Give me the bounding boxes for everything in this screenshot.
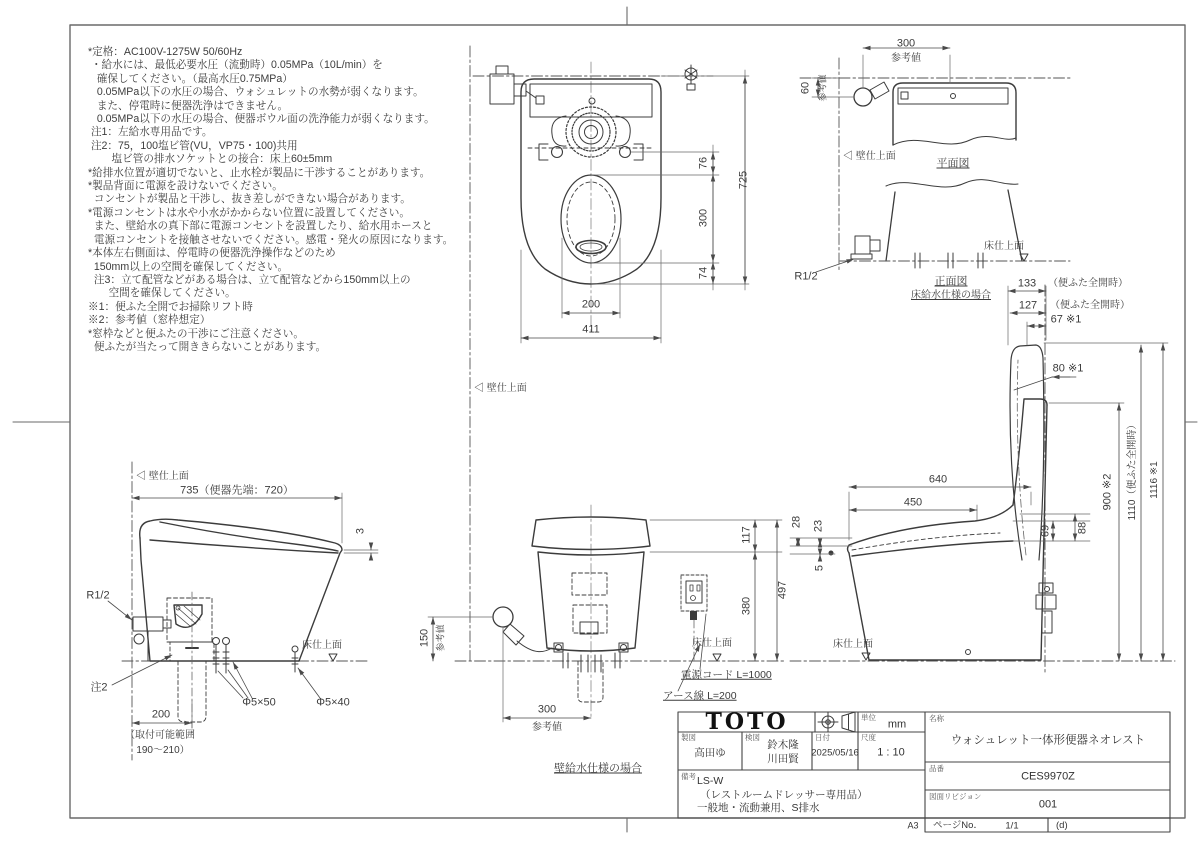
- checker-label: 検図: [745, 733, 760, 742]
- label-ref-value-1: 参考値: [891, 53, 921, 64]
- dim-3: 3: [354, 527, 367, 535]
- note-line: 空間を確保してください。: [88, 287, 236, 300]
- dim-300-front: 300: [537, 703, 557, 716]
- note-line: 電源コンセントを接触させないでください。感電・発火の原因になります。: [88, 233, 454, 246]
- note-line: 塩ビ管の排水ソケットとの接合：床上60±5mm: [88, 153, 333, 166]
- dim-133: 133: [1017, 277, 1037, 290]
- dim-60: 60: [799, 81, 812, 95]
- note-line: ※1：便ふた全開でお掃除リフト時: [88, 300, 253, 313]
- installation-notes: [88, 46, 453, 354]
- label-floor-surface-right: 床仕上面: [833, 639, 873, 650]
- dim-80: 80 ※1: [1052, 362, 1084, 375]
- label-wall-surface-plan: ◁ 壁仕上面: [474, 383, 527, 394]
- note-line: *定格：AC100V-1275W 50/60Hz: [88, 46, 243, 58]
- note-line: 注2：75，100塩ビ管(VU，VP75・100)共用: [88, 139, 298, 152]
- remarks-line-3: 一般地・流動兼用、S排水: [697, 802, 820, 814]
- toto-logo: TOTO: [705, 709, 789, 735]
- dim-67: 67 ※1: [1050, 313, 1082, 326]
- label-earth-wire: アース線 L=200: [663, 689, 737, 702]
- sheet-size-label: A3: [907, 820, 919, 831]
- note-line: 150mm以上の空間を確保してください。: [88, 260, 289, 273]
- dim-200-left: 200: [151, 708, 171, 721]
- label-power-cord: 電源コード L=1000: [681, 668, 772, 681]
- label-valve-r12-mini: R1/2: [794, 270, 818, 283]
- note-line: *電源コンセントは水や小水がかからない位置に設置してください。: [88, 206, 410, 219]
- note-line: *給排水位置が適切でないと、止水栓が製品に干渉することがあります。: [88, 166, 431, 179]
- left-side-view: [108, 462, 378, 760]
- label-note2-ref: 注2: [90, 681, 108, 694]
- product-name: ウォシュレット一体形便器ネオレスト: [950, 734, 1146, 747]
- label-install-range-2: 190～210）: [136, 745, 190, 756]
- right-side-view: [790, 285, 1175, 672]
- dim-380: 380: [740, 596, 753, 616]
- label-floor-surface-mini: 床仕上面: [984, 241, 1024, 252]
- label-screw-5x40: Φ5×40: [316, 696, 350, 709]
- dim-725: 725: [737, 170, 750, 190]
- projection-symbol-icon: [818, 712, 855, 732]
- remarks-label: 備考: [681, 772, 696, 781]
- note-line: *製品背面に電源を設けないでください。: [88, 180, 283, 193]
- scale-value: 1 : 10: [877, 746, 905, 759]
- dim-735: 735（便器先端：720）: [180, 484, 294, 497]
- part-number-value: CES9970Z: [1021, 770, 1075, 783]
- dim-127: 127: [1018, 299, 1038, 312]
- label-plan-view-title: 平面図: [936, 157, 970, 170]
- dim-300-ref: 300: [896, 37, 916, 50]
- dim-69: 69: [1039, 524, 1052, 538]
- label-floor-surface-front: 床仕上面: [692, 638, 732, 649]
- note-line: 0.05MPa以下の水圧の場合、ウォシュレットの水勢が弱くなります。: [88, 86, 424, 99]
- checker-name-2: 川田賢: [767, 752, 799, 765]
- scale-label: 尺度: [861, 733, 876, 742]
- label-wall-surface-left: ◁ 壁仕上面: [136, 471, 189, 482]
- note-line: ・給水には、最低必要水圧（流動時）0.05MPa（10L/min）を: [88, 59, 383, 72]
- label-ref-value-3: 参考値: [435, 624, 446, 652]
- mini-plan-view: [800, 48, 1070, 270]
- note-line: 便ふたが当たって開ききらないことがあります。: [88, 340, 327, 353]
- dim-1116: 1116 ※1: [1149, 461, 1160, 499]
- dim-117: 117: [740, 526, 753, 544]
- dim-76: 76: [697, 156, 710, 170]
- label-lid-open-2: （便ふた全開時）: [1050, 300, 1130, 311]
- revision-value: 001: [1038, 798, 1058, 811]
- page-label: ページNo．: [933, 820, 983, 831]
- dim-200-plan: 200: [581, 298, 601, 311]
- dim-23: 23: [812, 519, 825, 533]
- label-floor-surface-left: 床仕上面: [302, 640, 342, 651]
- note-line: 確保してください。（最高水圧0.75MPa）: [88, 72, 293, 85]
- dim-88: 88: [1076, 521, 1089, 535]
- note-line: *窓枠などと便ふたの干渉にご注意ください。: [88, 327, 304, 340]
- label-ref-value-2: 参考値: [817, 74, 828, 102]
- label-wall-surface-mini: ◁ 壁仕上面: [843, 151, 896, 162]
- part-number-label: 品番: [929, 764, 944, 773]
- dim-28: 28: [790, 515, 803, 529]
- unit-value: mm: [887, 718, 907, 731]
- label-lid-open-1: （便ふた全開時）: [1048, 278, 1128, 289]
- dim-640: 640: [928, 473, 948, 486]
- label-screw-5x50: Φ5×50: [242, 696, 276, 709]
- remarks-line-2: （レストルームドレッサー専用品）: [700, 789, 868, 801]
- mini-front-view: [816, 180, 1070, 272]
- page-value: 1/1: [1005, 820, 1019, 832]
- dim-497: 497: [776, 580, 789, 600]
- dim-150: 150: [418, 628, 431, 648]
- revision-label: 図面リビジョン: [929, 792, 982, 801]
- dim-450: 450: [903, 496, 923, 509]
- remarks-line-1: LS-W: [697, 775, 724, 787]
- note-line: また、壁給水の真下部に電源コンセントを設置したり、給水用ホースと: [88, 220, 433, 233]
- name-label: 名称: [929, 714, 944, 723]
- date-label: 日付: [815, 733, 830, 742]
- dim-5: 5: [813, 564, 826, 572]
- plan-view: [470, 46, 749, 661]
- drafter-name: 高田ゆ: [694, 746, 726, 759]
- note-line: 注1：左給水専用品です。: [88, 126, 213, 139]
- note-line: コンセントが製品と干渉し、抜き差しができない場合があります。: [88, 193, 411, 206]
- label-valve-r12-left: R1/2: [86, 589, 110, 602]
- note-line: 注3：立て配管などがある場合は、立て配管などから150mm以上の: [88, 273, 411, 286]
- label-ref-value-4: 参考値: [532, 722, 562, 733]
- dim-900: 900 ※2: [1101, 473, 1114, 511]
- page-suffix: (d): [1056, 820, 1068, 831]
- date-value: 2025/05/16: [811, 747, 859, 759]
- note-line: ※2：参考値（窓枠想定）: [88, 314, 211, 327]
- dim-411: 411: [582, 323, 600, 336]
- note-line: また、停電時に便器洗浄はできません。: [88, 99, 289, 112]
- drafter-label: 製図: [681, 733, 696, 742]
- dim-300-plan: 300: [697, 208, 710, 228]
- label-wall-supply-case: 壁給水仕様の場合: [554, 762, 642, 775]
- label-front-view-title: 正面図: [934, 275, 968, 288]
- checker-name-1: 鈴木隆: [767, 738, 799, 751]
- label-install-range-1: （取付可能範囲: [125, 730, 195, 741]
- unit-label: 単位: [861, 713, 876, 722]
- label-floor-supply-case: 床給水仕様の場合: [911, 290, 991, 301]
- note-line: 0.05MPa以下の水圧の場合、便器ボウル面の洗浄能力が弱くなります。: [88, 113, 435, 126]
- dim-74: 74: [697, 266, 710, 280]
- dim-1110: 1110（便ふた全開時）: [1127, 419, 1138, 521]
- note-line: *本体左右側面は、停電時の便器洗浄操作などのため: [88, 247, 336, 260]
